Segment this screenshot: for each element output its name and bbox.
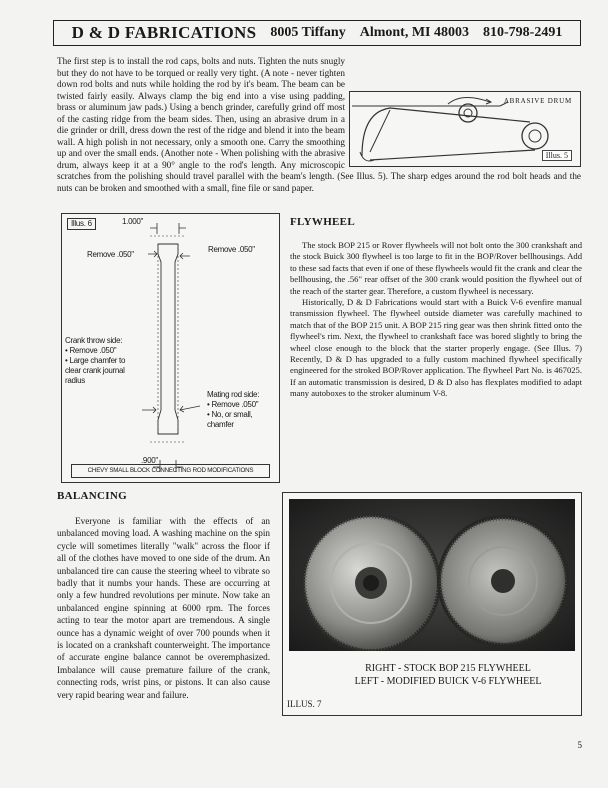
- balancing-paragraph: Everyone is familiar with the effects of an unbalanced moving load. A washing machine on the spin cycle will sometimes literally "walk" across the floor if all of the clothes have moved to one side of the drum. An unbalanced tire can cause the steering wheel to vibrate so badly that it numbs your hands. These are occurring at only a few hundred revolutions per minute. Now take an unbalanced engine spinning at 6000 rpm. The forces acting to tear the motor apart are tremendous. A single ounce has a dynamic weight of over 700 pounds when it is located on a crankshaft counterweight. The importance of accurate engine balance cannot be overemphasized. Imbalance will cause premature failure of the crank, connecting rods, wrist pins, or pistons. It can also cause very rapid bearing wear and failure.: [57, 516, 270, 700]
- street-address: 8005 Tiffany: [270, 25, 346, 40]
- flywheel-paragraph-2: Historically, D & D Fabrications would start with a Buick V-6 evenfire manual transmission flywheel. The flywheel outside diameter was carefully machined to match that of the BOP 215 unit. A BOP 215 ring gear was then shrink fitted onto the flywheel's rim. Next, the flywheel to crankshaft face was bored slightly to bring the wheel close enough to the block that the starter properly engage. (See Illus. 7) Recently, D & D has upgraded to a fully custom machined flywheel specifically engineered for the stroked BOP/Rover application. The flywheel Part No. is 467025. If an automatic transmission is desired, D & D also has flexplates modified to adapt many autoboxes to the stroker aluminum V-8.: [290, 297, 582, 399]
- illus5-tag: Illus. 5: [542, 150, 572, 161]
- photo-caption-right: RIGHT - STOCK BOP 215 FLYWHEEL: [365, 663, 531, 674]
- city-address: Almont, MI 48003: [359, 25, 469, 40]
- mating-item: • No, or small, chamfer: [207, 410, 253, 429]
- mating-item: • Remove .050": [207, 400, 259, 409]
- balancing-heading: BALANCING: [57, 490, 127, 502]
- remove-right-label: Remove .050": [208, 245, 255, 254]
- bottom-dimension: .900": [141, 456, 158, 465]
- illus6-diagram: [61, 213, 280, 483]
- balancing-section: [57, 515, 270, 701]
- illus6-caption: CHEVY SMALL BLOCK CONNECTING ROD MODIFICATIONS: [71, 464, 270, 478]
- letterhead: [53, 20, 581, 46]
- remove-left-label: Remove .050": [87, 250, 134, 259]
- phone-number: 810-798-2491: [483, 25, 563, 40]
- abrasive-drum-label: ABRASIVE DRUM: [503, 97, 572, 105]
- illus6-tag: Illus. 6: [67, 218, 96, 230]
- crank-title: Crank throw side:: [65, 336, 123, 345]
- top-dimension: 1.000": [122, 217, 144, 226]
- illus7-photo-frame: [282, 492, 582, 716]
- intro-paragraph: The first step is to install the rod caps, bolts and nuts. Tighten the nuts snugly but they do not have to be torqued or really very tight. (A note - never tighten down rod bolts and nuts while holding the rod by it's beam. The beam can be twisted fairly easily. Always clamp the big end into a vise using padding, brass or aluminum jaw pads.) Using a bench grinder, carefully grind off most of the casting ridge from the beam sides. Then, using an abrasive drum in a die grinder or drill, dress down the rest of the ridge and blend it into the beam wall. A high polish in not necessary, only a smooth one. Carry the smoothing up and over the small ends. (Another note - When polishing with the abrasive drum, always keep it at a 90° angle to the rod's length. Any microscopic scratches from the polishing should travel parallel with the beam's length. (See Illus. 5). The sharp edges around the rod bolt heads and the nuts can be broken and smoothed with a small, fine file or sand paper.: [57, 56, 581, 193]
- mating-rod-notes: [207, 390, 271, 430]
- flywheel-photo-image: [289, 499, 575, 651]
- crank-item: • Remove .050": [65, 346, 117, 355]
- mating-title: Mating rod side:: [207, 390, 260, 399]
- illus5-diagram: [349, 91, 581, 167]
- flywheel-heading: FLYWHEEL: [290, 216, 355, 228]
- flywheel-paragraph-1: The stock BOP 215 or Rover flywheels will not bolt onto the 300 crankshaft and the stock Buick 300 flywheel is too large to fit in the BOP/Rover bellhousings. Add to these sad facts that even if one of these flywheels would fit the crank and clear the bellhousing, the .56" rear offset of the 300 crank would position the flywheel out of the reach of the starter gear. Therefore, a custom flywheel is necessary.: [290, 240, 582, 296]
- crank-throw-notes: [65, 336, 137, 386]
- crank-item: • Large chamfer to clear crank journal radius: [65, 356, 126, 385]
- flywheel-section: [290, 240, 582, 400]
- page-number: 5: [577, 740, 582, 750]
- photo-caption-left: LEFT - MODIFIED BUICK V-6 FLYWHEEL: [354, 676, 542, 687]
- flywheel-photo: [289, 499, 575, 651]
- company-name: D & D FABRICATIONS: [71, 23, 257, 42]
- illus7-tag: ILLUS. 7: [287, 699, 322, 709]
